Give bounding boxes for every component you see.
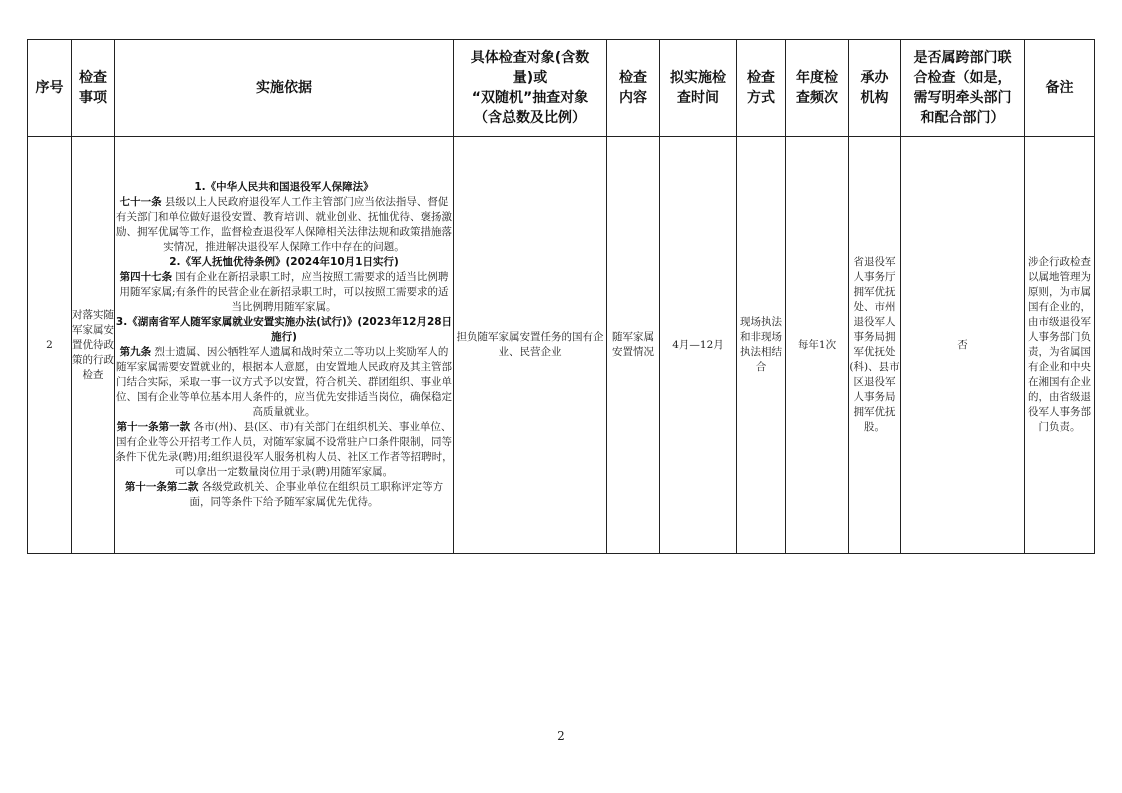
header-time: 拟实施检 查时间 — [660, 40, 737, 137]
cell-time: 4月—12月 — [660, 137, 737, 554]
law3-paragraph-1 — [115, 345, 453, 420]
law3-article-1: 第九条 — [119, 346, 152, 358]
law3-paragraph-2 — [115, 420, 453, 480]
law2-title: 2.《军人抚恤优待条例》(2024年10月1日实行) — [169, 256, 399, 268]
header-org: 承办 机构 — [849, 40, 901, 137]
cell-freq: 每年1次 — [786, 137, 849, 554]
law3-article-2: 第十一条第一款 — [116, 421, 191, 433]
law1-title: 1.《中华人民共和国退役军人保障法》 — [194, 181, 374, 193]
cell-content: 随军家属安置情况 — [607, 137, 660, 554]
header-note: 备注 — [1025, 40, 1095, 137]
header-seq: 序号 — [28, 40, 72, 137]
table-row — [28, 137, 1095, 554]
law1-text: 县级以上人民政府退役军人工作主管部门应当依法指导、督促有关部门和单位做好退役安置、教育培训、就业创业、抚恤优待、褒扬激励、拥军优属等工作，监督检查退役军人保障相关法律法规和政策措施落实情况，推进解决退役军人保障工作中存在的问题。 — [116, 196, 452, 253]
cell-org: 省退役军人事务厅拥军优抚处、市州退役军人事务局拥军优抚处(科)、县市区退役军人事务局拥军优抚股。 — [849, 137, 901, 554]
cell-joint: 否 — [901, 137, 1025, 554]
law1-article: 七十一条 — [119, 196, 162, 208]
law2-text: 国有企业在新招录职工时，应当按照工需要求的适当比例聘用随军家属;有条件的民营企业在新招录职工时，可以按照工需要求的适当比例聘用随军家属。 — [119, 271, 449, 313]
header-object: 具体检查对象(含数 量)或 “双随机”抽查对象 （含总数及比例） — [454, 40, 607, 137]
cell-object: 担负随军家属安置任务的国有企业、民营企业 — [454, 137, 607, 554]
law3-text-2: 各市(州)、县(区、市)有关部门在组织机关、事业单位、国有企业等公开招考工作人员，对随军家属不设常驻户口条件限制，同等条件下优先录(聘)用;组织退役军人服务机构人员、社区工作者等招聘时，可以拿出一定数量岗位用于录(聘)用随军家属。 — [115, 421, 453, 478]
cell-note: 涉企行政检查以属地管理为原则，为市属国有企业的，由市级退役军人事务部门负责，为省属国有企业和中央在湘国有企业的，由省级退役军人事务部门负责。 — [1025, 137, 1095, 554]
table-header-row — [28, 40, 1095, 137]
cell-basis — [115, 137, 454, 554]
law2-article: 第四十七条 — [119, 271, 173, 283]
cell-method: 现场执法和非现场执法相结合 — [737, 137, 786, 554]
page-number: 2 — [557, 729, 565, 743]
header-freq: 年度检 查频次 — [786, 40, 849, 137]
law3-article-3: 第十一条第二款 — [124, 481, 199, 493]
cell-item: 对落实随军家属安置优待政策的行政检查 — [72, 137, 115, 554]
header-method: 检查 方式 — [737, 40, 786, 137]
header-item: 检查 事项 — [72, 40, 115, 137]
header-joint: 是否属跨部门联 合检查（如是， 需写明牵头部门 和配合部门） — [901, 40, 1025, 137]
law2-paragraph — [115, 270, 453, 315]
law1-paragraph — [115, 195, 453, 255]
law3-text-3: 各级党政机关、企事业单位在组织员工职称评定等方面，同等条件下给予随军家属优先优待。 — [189, 481, 444, 508]
law3-title: 3.《湖南省军人随军家属就业安置实施办法(试行)》(2023年12月28日施行) — [115, 316, 453, 343]
header-basis: 实施依据 — [115, 40, 454, 137]
cell-seq: 2 — [28, 137, 72, 554]
law3-text-1: 烈士遗属、因公牺牲军人遗属和战时荣立二等功以上奖励军人的随军家属需要安置就业的，根据本人意愿，由安置地人民政府及其主管部门结合实际，采取一事一议方式予以安置，符合机关、群团组织、事业单位、国有企业等单位基本用人条件的，应当优先安排适当岗位，确保稳定高质量就业。 — [116, 346, 452, 418]
law3-paragraph-3 — [115, 480, 453, 510]
inspection-table — [27, 39, 1095, 554]
header-content: 检查 内容 — [607, 40, 660, 137]
